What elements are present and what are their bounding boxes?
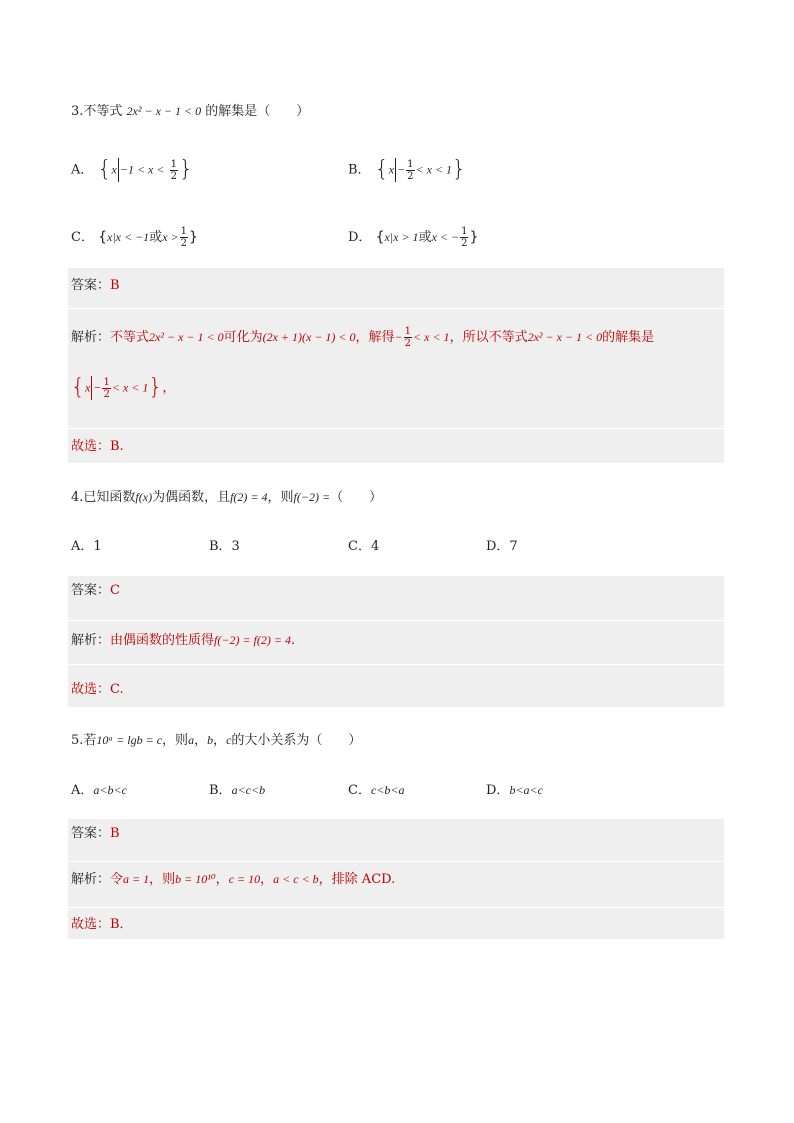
q5-analysis-text-4: ， (260, 872, 274, 887)
q5-option-c-expr: c<b<a (370, 783, 405, 797)
q4-answer-value: C (110, 583, 120, 598)
q3-analysis-expr-3: < x < 1 (413, 330, 450, 344)
q3-option-c-fraction (180, 226, 188, 249)
fraction-numerator: 1 (404, 326, 412, 337)
q5-var-a: a (188, 733, 195, 747)
q5-option-a-label: A． (71, 783, 94, 798)
fraction-denominator: 2 (180, 238, 187, 249)
q3-option-d-fraction (460, 226, 468, 249)
divider (68, 907, 724, 908)
q5-var-b: b (207, 733, 214, 747)
q3-analysis-text-3: ，解得 (355, 330, 395, 345)
q3-option-b-mid: − (397, 162, 406, 177)
q4-analysis-row (71, 630, 295, 651)
q3-option-b-var: x (388, 162, 395, 177)
left-brace-icon: { (71, 375, 85, 400)
right-brace-icon: } (148, 375, 163, 400)
q5-answer-value: B (110, 826, 120, 841)
q5-analysis-text-5: ，排除 ACD. (318, 872, 396, 887)
q3-analysis-end: ， (162, 380, 176, 396)
q5-option-c-label: C． (348, 783, 371, 798)
q4-answer-box (68, 576, 724, 707)
q4-title-text-4: （ ） (330, 490, 383, 505)
q3-option-b-post: < x < 1 (415, 162, 453, 177)
q5-title-text-3: 的大小关系为（ ） (231, 733, 362, 748)
q3-option-a-fraction (170, 159, 178, 182)
fraction-numerator: 1 (407, 158, 414, 170)
q3-option-d-expr: x|x > 1 (384, 230, 419, 244)
q3-option-c-or: 或 (149, 230, 163, 245)
q3-analysis-fraction (404, 326, 412, 349)
q5-analysis-expr-3: c = 10 (228, 872, 261, 886)
q5-var-c: c (226, 733, 232, 747)
q3-choose-text: 故选：B. (71, 439, 124, 454)
q5-analysis-expr-1: a = 1 (123, 872, 150, 886)
q3-analysis-text-4: ，所以不等式 (449, 330, 528, 345)
q5-title-text: 5.若 (71, 733, 97, 748)
q4-analysis-expr: f(−2) = f(2) = 4 (214, 633, 291, 647)
right-brace-icon: } (452, 157, 467, 182)
q4-title-text: 4.已知函数 (71, 490, 136, 505)
q5-analysis-text-3: ， (215, 872, 229, 887)
q3-option-c-expr: x|x < −1 (107, 230, 150, 244)
q4-answer-row (71, 581, 120, 601)
right-brace-icon: } (179, 157, 193, 182)
q3-answer-box (68, 268, 724, 463)
q5-option-d (486, 780, 543, 801)
q3-option-d-or: 或 (418, 230, 432, 245)
q5-choose-text: 故选：B． (71, 917, 133, 932)
set-bar-icon (118, 158, 119, 182)
q3-option-c-expr2: x > (162, 230, 179, 244)
q4-option-b: B．3 (209, 539, 240, 554)
q5-option-c (348, 780, 404, 801)
q3-option-a (71, 158, 193, 182)
q5-option-a (71, 780, 127, 801)
fraction-denominator: 2 (407, 170, 414, 182)
q5-analysis-text-1: 令 (110, 872, 124, 887)
q4-answer-label: 答案： (71, 583, 111, 598)
q3-option-d (348, 226, 478, 249)
q4-option-c: C．4 (348, 539, 380, 554)
question-3-title (71, 101, 309, 122)
q4-option-a: A．1 (71, 539, 102, 554)
q3-title-expr: 2x² − x − 1 < 0 (126, 104, 202, 118)
q3-analysis-set-mid: − (93, 380, 102, 395)
fraction-denominator: 2 (170, 170, 177, 182)
left-brace-icon: { (98, 229, 108, 246)
q3-answer-label: 答案： (71, 278, 111, 293)
q5-comma: ， (213, 733, 227, 748)
q5-choose-row (71, 915, 133, 935)
q5-analysis-text-2: ，则 (149, 872, 176, 887)
q4-option-d: D．7 (486, 539, 518, 554)
q3-option-a-var: x (111, 162, 117, 177)
q3-analysis-text-1: 不等式 (110, 330, 150, 345)
q4-choose-text: 故选：C. (71, 682, 124, 697)
q5-analysis-row (71, 869, 395, 890)
q3-option-b-label: B． (348, 162, 371, 178)
q3-analysis-minus: − (394, 330, 403, 344)
q4-analysis-end: . (290, 633, 296, 648)
fraction-numerator: 1 (180, 226, 187, 237)
fraction-numerator: 1 (170, 158, 177, 170)
q3-analysis-expr-2: (2x + 1)(x − 1) < 0 (262, 330, 356, 344)
right-brace-icon: } (469, 229, 479, 246)
q3-title-suffix: 的解集是（ ） (205, 104, 310, 119)
q4-choose-row (71, 680, 124, 700)
q5-title-expr: 10ᵃ = lgb = c (96, 733, 163, 747)
q5-answer-box (68, 819, 724, 939)
q3-answer-row (71, 276, 120, 296)
q3-analysis-text-2: 可化为 (223, 330, 263, 345)
right-brace-icon: } (189, 229, 198, 246)
q5-title-text-2: ，则 (162, 733, 189, 748)
q4-title-fm2: f(−2) = (293, 490, 331, 504)
divider (68, 664, 724, 665)
q3-answer-value: B (110, 278, 120, 293)
q3-option-d-label: D． (348, 230, 372, 245)
q3-analysis-text-5: 的解集是 (602, 330, 655, 345)
fraction-denominator: 2 (404, 338, 412, 349)
q5-answer-row (71, 824, 120, 844)
q3-option-a-label: A． (71, 162, 94, 178)
q3-analysis-set-post: < x < 1 (111, 380, 149, 395)
q5-analysis-label: 解析： (71, 872, 111, 887)
q4-title-text-3: ，则 (267, 490, 294, 505)
q3-title-text: 3.不等式 (71, 104, 123, 119)
q3-option-c (71, 226, 198, 249)
q3-analysis-set-var: x (85, 380, 91, 395)
q5-option-b (209, 780, 265, 801)
divider (68, 620, 724, 621)
q4-title-text-2: 为偶函数，且 (152, 490, 231, 505)
set-bar-icon (395, 158, 396, 182)
q4-title-fx: f(x) (135, 490, 153, 504)
question-4-title (71, 487, 382, 508)
q5-option-b-expr: a<c<b (231, 783, 266, 797)
left-brace-icon: { (97, 157, 112, 182)
divider (68, 861, 724, 862)
left-brace-icon: { (375, 229, 385, 246)
q3-analysis-set-fraction (102, 377, 110, 400)
q5-option-b-label: B． (209, 783, 232, 798)
q3-analysis-label: 解析： (71, 330, 111, 345)
fraction-denominator: 2 (461, 238, 468, 249)
fraction-numerator: 1 (103, 376, 110, 388)
q3-analysis-row-2 (71, 376, 175, 400)
q3-choose-row (71, 437, 124, 457)
fraction-numerator: 1 (461, 226, 468, 237)
q3-analysis-expr-1: 2x² − x − 1 < 0 (149, 330, 224, 344)
q3-option-a-mid: −1 < x < (119, 162, 165, 177)
q5-option-a-expr: a<b<c (93, 783, 127, 797)
q5-option-d-expr: b<a<c (509, 783, 543, 797)
divider (68, 308, 724, 309)
q5-comma: ， (194, 733, 208, 748)
left-brace-icon: { (374, 157, 389, 182)
divider (68, 428, 724, 429)
q3-option-b (348, 158, 466, 182)
q4-analysis-label: 解析： (71, 633, 111, 648)
q3-option-d-expr2: x < − (431, 230, 460, 244)
q5-analysis-expr-4: a < c < b (273, 872, 319, 886)
q3-option-b-fraction (406, 159, 414, 182)
q3-analysis-row-1 (71, 326, 654, 349)
q5-analysis-expr-2: b = 10¹⁰ (175, 872, 216, 886)
q5-answer-label: 答案： (71, 826, 111, 841)
q3-option-c-label: C． (71, 230, 94, 245)
q4-title-f2: f(2) = 4 (230, 490, 268, 504)
question-5-title (71, 730, 361, 751)
q3-analysis-expr-4: 2x² − x − 1 < 0 (527, 330, 603, 344)
q5-option-d-label: D． (486, 783, 510, 798)
fraction-denominator: 2 (103, 388, 110, 400)
q4-analysis-text: 由偶函数的性质得 (110, 633, 215, 648)
